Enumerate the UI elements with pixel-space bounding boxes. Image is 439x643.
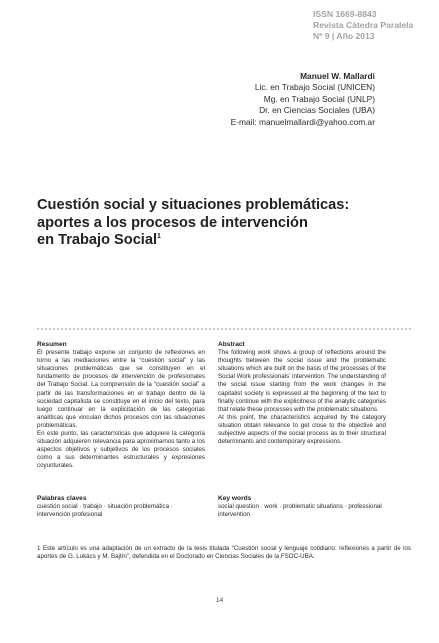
author-block [231,71,375,128]
palabras-claves-text: cuestión social · trabajo · situación problemática · intervención profesional [37,503,173,519]
author-name: Manuel W. Mallardi [300,71,375,81]
footnote-marker: 1 [157,233,161,241]
key-words-heading: Key words [218,495,252,502]
title-line: aportes a los procesos de intervención [37,214,308,231]
journal-name: Revista Cátedra Paralela [313,20,414,30]
abstract-paragraph: The following work shows a group of reflections around the thoughts between the social issue and the problematic situations which are built on the basis of the processes of the Social Work professionals’ intervention. The understanding of the social issue starting from the work changes in the capitalist society is expressed at the beginning of the text to finally continue with the explicitness of the analytic categories that relate these processes with the problematic situations. [218,349,386,413]
abstract-paragraph: At this point, the characteristics acquired by the category situation obtain relevance to get close to the objective and subjective aspects of the social process as to their structural determinants and contemporary expressions. [218,413,386,446]
dotted-divider [37,328,411,330]
page-number: 14 [215,597,224,604]
palabras-claves-section [37,495,205,519]
title-line: en Trabajo Social [37,232,158,248]
article-title [37,197,377,250]
journal-issn: ISSN 1669-8843 [313,9,377,19]
author-email: E-mail: manuelmallardi@yahoo.com.ar [230,116,375,127]
journal-issue: Nº 9 | Año 2013 [313,31,375,41]
resumen-section [37,341,205,471]
author-credential: Mg. en Trabajo Social (UNLP) [263,93,375,104]
footnote: 1 Este artículo es una adaptación de un extracto de la tesis titulada “Cuestión social y lenguaje cotidiano: reflexiones a partir de los aportes de G. Lukács y M. Bajtín”, defendida en el Doctorado en Ciencias Sociales de la FSOC-UBA. [37,545,411,561]
journal-header [313,9,423,42]
palabras-claves-heading: Palabras claves [37,495,87,502]
abstract-section [218,341,386,446]
author-credential: Dr. en Ciencias Sociales (UBA) [259,105,375,116]
title-line: Cuestión social y situaciones problemáticas: [37,197,350,213]
key-words-section [218,495,386,519]
abstract-heading: Abstract [218,341,245,348]
key-words-text: social question · work · problematic situations · professional intervention [218,503,382,519]
author-credential: Lic. en Trabajo Social (UNICEN) [254,82,375,93]
resumen-paragraph: El presente trabajo expone un conjunto de reflexiones en torno a las mediaciones entre la “cuestión social” y las situaciones problemáticas que se constituyen en el fundamento de procesos de intervención de profesionales del Trabajo Social. La comprensión de la “cuestión social” a partir de las transformaciones en el trabajo dentro de la sociedad capitalista se constituye en el inicio del texto, para luego continuar en la explicitación de las categorías analíticas que vinculan dichos procesos con las situaciones problemáticas. [37,349,205,429]
resumen-paragraph: En este punto, las características que adquiere la categoría situación adquieren relevancia para aproximarnos tanto a los aspectos objetivos y subjetivos de los procesos sociales como a sus determinantes estructurales y expresiones coyunturales. [37,430,205,470]
resumen-heading: Resumen [37,341,67,348]
